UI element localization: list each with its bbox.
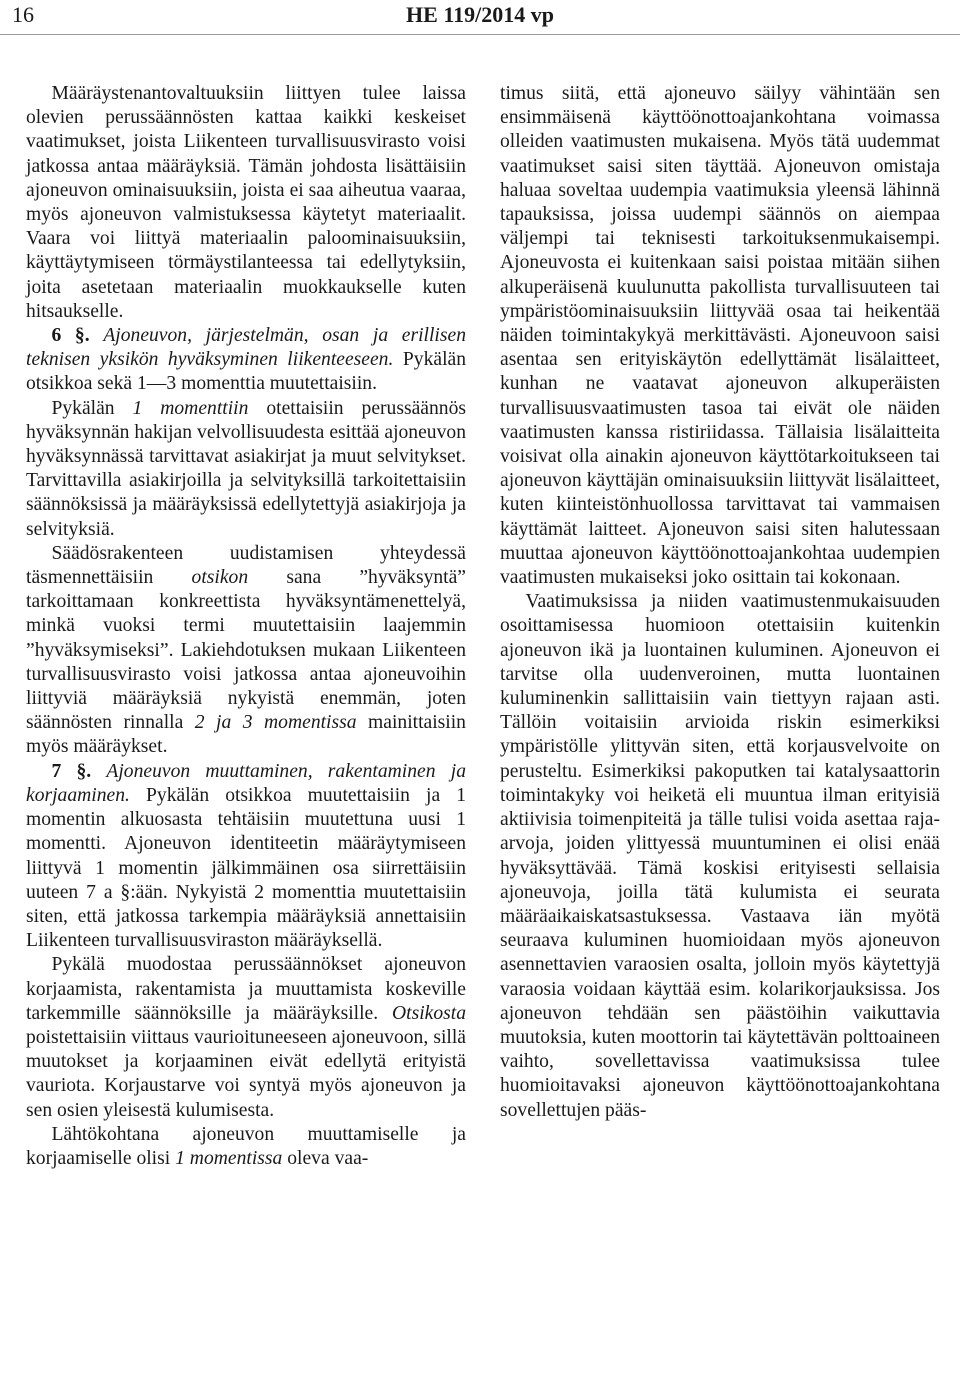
text-run: oleva vaa- (282, 1147, 369, 1169)
section-title: Ajoneuvon, järjestelmän, osan ja erillisen teknisen yksikön hyväksyminen liikenteeseen. (26, 325, 466, 371)
emphasis: 1 momenttiin (132, 397, 249, 419)
text-run: Pykälän (51, 397, 133, 419)
section-text: Pykälän otsikkoa sekä 1—3 momenttia muutettaisiin. (26, 349, 467, 395)
text-run: Pykälä muodostaa perussäännökset ajoneuvon korjaamista, rakentamista ja muuttamista koskeville tarkemmille säännöksille ja määräyksille. (26, 954, 466, 1024)
emphasis: 2 ja 3 momentissa (194, 712, 357, 734)
paragraph (26, 397, 466, 542)
text-run: Lähtökohtana ajoneuvon muuttamiselle ja korjaamiselle olisi (26, 1123, 466, 1169)
emphasis: Otsikosta (391, 1002, 466, 1024)
text-run: Säädösrakenteen uudistamisen yhteydessä täsmennettäisiin (26, 542, 466, 589)
paragraph (26, 1123, 466, 1171)
page-number: 16 (12, 2, 34, 27)
section-number: 7 §. (51, 760, 92, 782)
section-text: Pykälän otsikkoa muutettaisiin ja 1 momentin alkuosasta tehtäisiin muutettuna uusi 1 momentti. Ajoneuvon identiteetin määräytymiseen liittyvä 1 momentin jälkimmäinen osa siirrettäisiin uuteen 7 a §:ään. Nykyistä 2 momenttia muutettaisiin siten, että jatkossa tarkempia määräyksiä annettaisiin Liikenteen turvallisuusviraston määräyksellä. (26, 784, 466, 952)
section-number: 6 §. (51, 325, 90, 347)
emphasis: otsikon (191, 567, 249, 589)
paragraph: Määräystenantovaltuuksiin liittyen tulee laissa olevien perussäännösten kattaa kaikki keskeiset vaatimukset, joista Liikenteen turvallisuusvirasto voisi jatkossa antaa määräyksiä. Tämän johdosta lisättäisiin ajoneuvon ominaisuuksiin, joista ei saa aiheutua vaaraa, myös ajoneuvon valmistuksessa käytetyt materiaalit. Vaara voi liittyä materiaalin paloominaisuuksiin, käyttäytymiseen törmäystilanteessa tai edellytyksiin, joita asetetaan materiaalin muokkaukselle kuten hitsaukselle. (26, 83, 466, 322)
paragraph (26, 542, 466, 760)
right-column (500, 82, 940, 1123)
text-run: poistettaisiin viittaus vaurioituneeseen ajoneuvoon, sillä muutokset ja korjaaminen eivät edellytä erityistä vauriota. Korjaustarve voi syntyä myös ajoneuvon ja sen osien yleisestä kulumisesta. (26, 1026, 466, 1121)
page-header (0, 0, 960, 35)
emphasis: 1 momentissa (175, 1147, 283, 1169)
paragraph (26, 953, 466, 1122)
text-run: mainittaisiin myös määräykset. (26, 712, 466, 758)
text-run: otettaisiin perussäännös hyväksynnän hakijan velvollisuudesta esittää ajoneuvon hyväksynnässä tarvittavat asiakirjat ja muut selvitykset. Tarvittavilla asiakirjoilla ja selvityksillä tarkoitettaisiin säännöksissä ja määräyksissä edellytettyjä asiakirjoja ja selvityksiä. (26, 397, 466, 540)
section-6-paragraph (26, 324, 466, 397)
left-column (26, 82, 466, 1171)
paragraph: Vaatimuksissa ja niiden vaatimustenmukaisuuden osoittamisessa huomioon otettaisiin kuitenkin ajoneuvon ikä ja luontainen kuluminen. Ajoneuvon ei tarvitse olla uudenveroinen, mutta luontainen kuluminenkin sallittaisiin vain tiettyyn rajaan asti. Tällöin voitaisiin arvioida riskin esimerkiksi ympäristölle ylittyvän siten, että korjausvelvoite on perusteltu. Esimerkiksi pakoputken tai katalysaattorin toimintakyky voi heiketä eli muuntua ilman erityisiä aktiivisia toimenpiteitä ja tälle tulisi voida asettaa raja-arvoja, joiden ylittyessä muuntuminen ei olisi enää hyväksyttävää. Tämä koskisi erityisesti sellaisia ajoneuvoja, joilla tätä kulumista ei seurata määräaikaiskatsastuksessa. Vastaava iän myötä seuraava kuluminen huomioidaan myös ajoneuvon asennettavien varaosien osalta, jolloin myös käytettyjä varaosia voidaan käyttää esim. kolarikorjauksissa. Jos ajoneuvon tehdään sen päästöihin vaikuttavia muutoksia, kuten moottorin tai käytettävän polttoaineen vaihto, sovellettavissa vaatimuksissa tulee huomioitavaksi ajoneuvon käyttöönottoajankohtana sovellettujen pääs- (500, 591, 940, 1121)
document-id: HE 119/2014 vp (406, 2, 554, 27)
text-run: sana ”hyväksyntä” tarkoittamaan konkreettista hyväksyntämenettelyä, minkä vuoksi termi muutettaisiin laajemmin ”hyväksymiseksi”. Lakiehdotuksen mukaan Liikenteen turvallisuusvirasto voisi jatkossa antaa ajoneuvoihin liittyviä määräyksiä nykyistä enemmän, joten säännösten rinnalla (26, 567, 466, 734)
section-7-paragraph (26, 760, 466, 954)
paragraph: timus siitä, että ajoneuvo säilyy vähintään sen ensimmäisenä käyttöönottoajankohtana voimassa olleiden vaatimusten mukaisena. Myös tätä uudemmat vaatimukset saisi siten täyttää. Ajoneuvon omistaja haluaa soveltaa uudempia vaatimuksia yleensä lähinnä tapauksissa, joissa uudempi säännös on aiempaa väljempi tai teknisesti tarkoituksenmukaisempi. Ajoneuvosta ei kuitenkaan saisi poistaa mitään siihen alkuperäisenä kuulunutta pakollista turvallisuuteen tai ympäristöominaisuuksiin liittyvää osaa tai heikentää näiden toimintakykyä merkittävästi. Ajoneuvoon saisi asentaa sen erityiskäytön edellyttämät lisälaitteet, kunhan ne vaatavat ajoneuvon alkuperäisten turvallisuusvaatimusten tasoa tai eivät ole näiden vaatimusten kanssa ristiriidassa. Tällaisia lisälaitteita voisivat olla ainakin ajoneuvon käyttötarkoitukseen tai ajoneuvon käyttäjän ominaisuuksiin liittyvät lisälaitteet, kuten kiinteistönhuollossa tarvittavat tai vammaisen käyttämät laitteet. Ajoneuvon saisi siten halutessaan muuttaa ajoneuvon käyttöönottoajankohtaa uudempien vaatimusten mukaiseksi joko osittain tai kokonaan. (500, 83, 940, 589)
section-title: Ajoneuvon muuttaminen, rakentaminen ja korjaaminen. (26, 760, 466, 806)
